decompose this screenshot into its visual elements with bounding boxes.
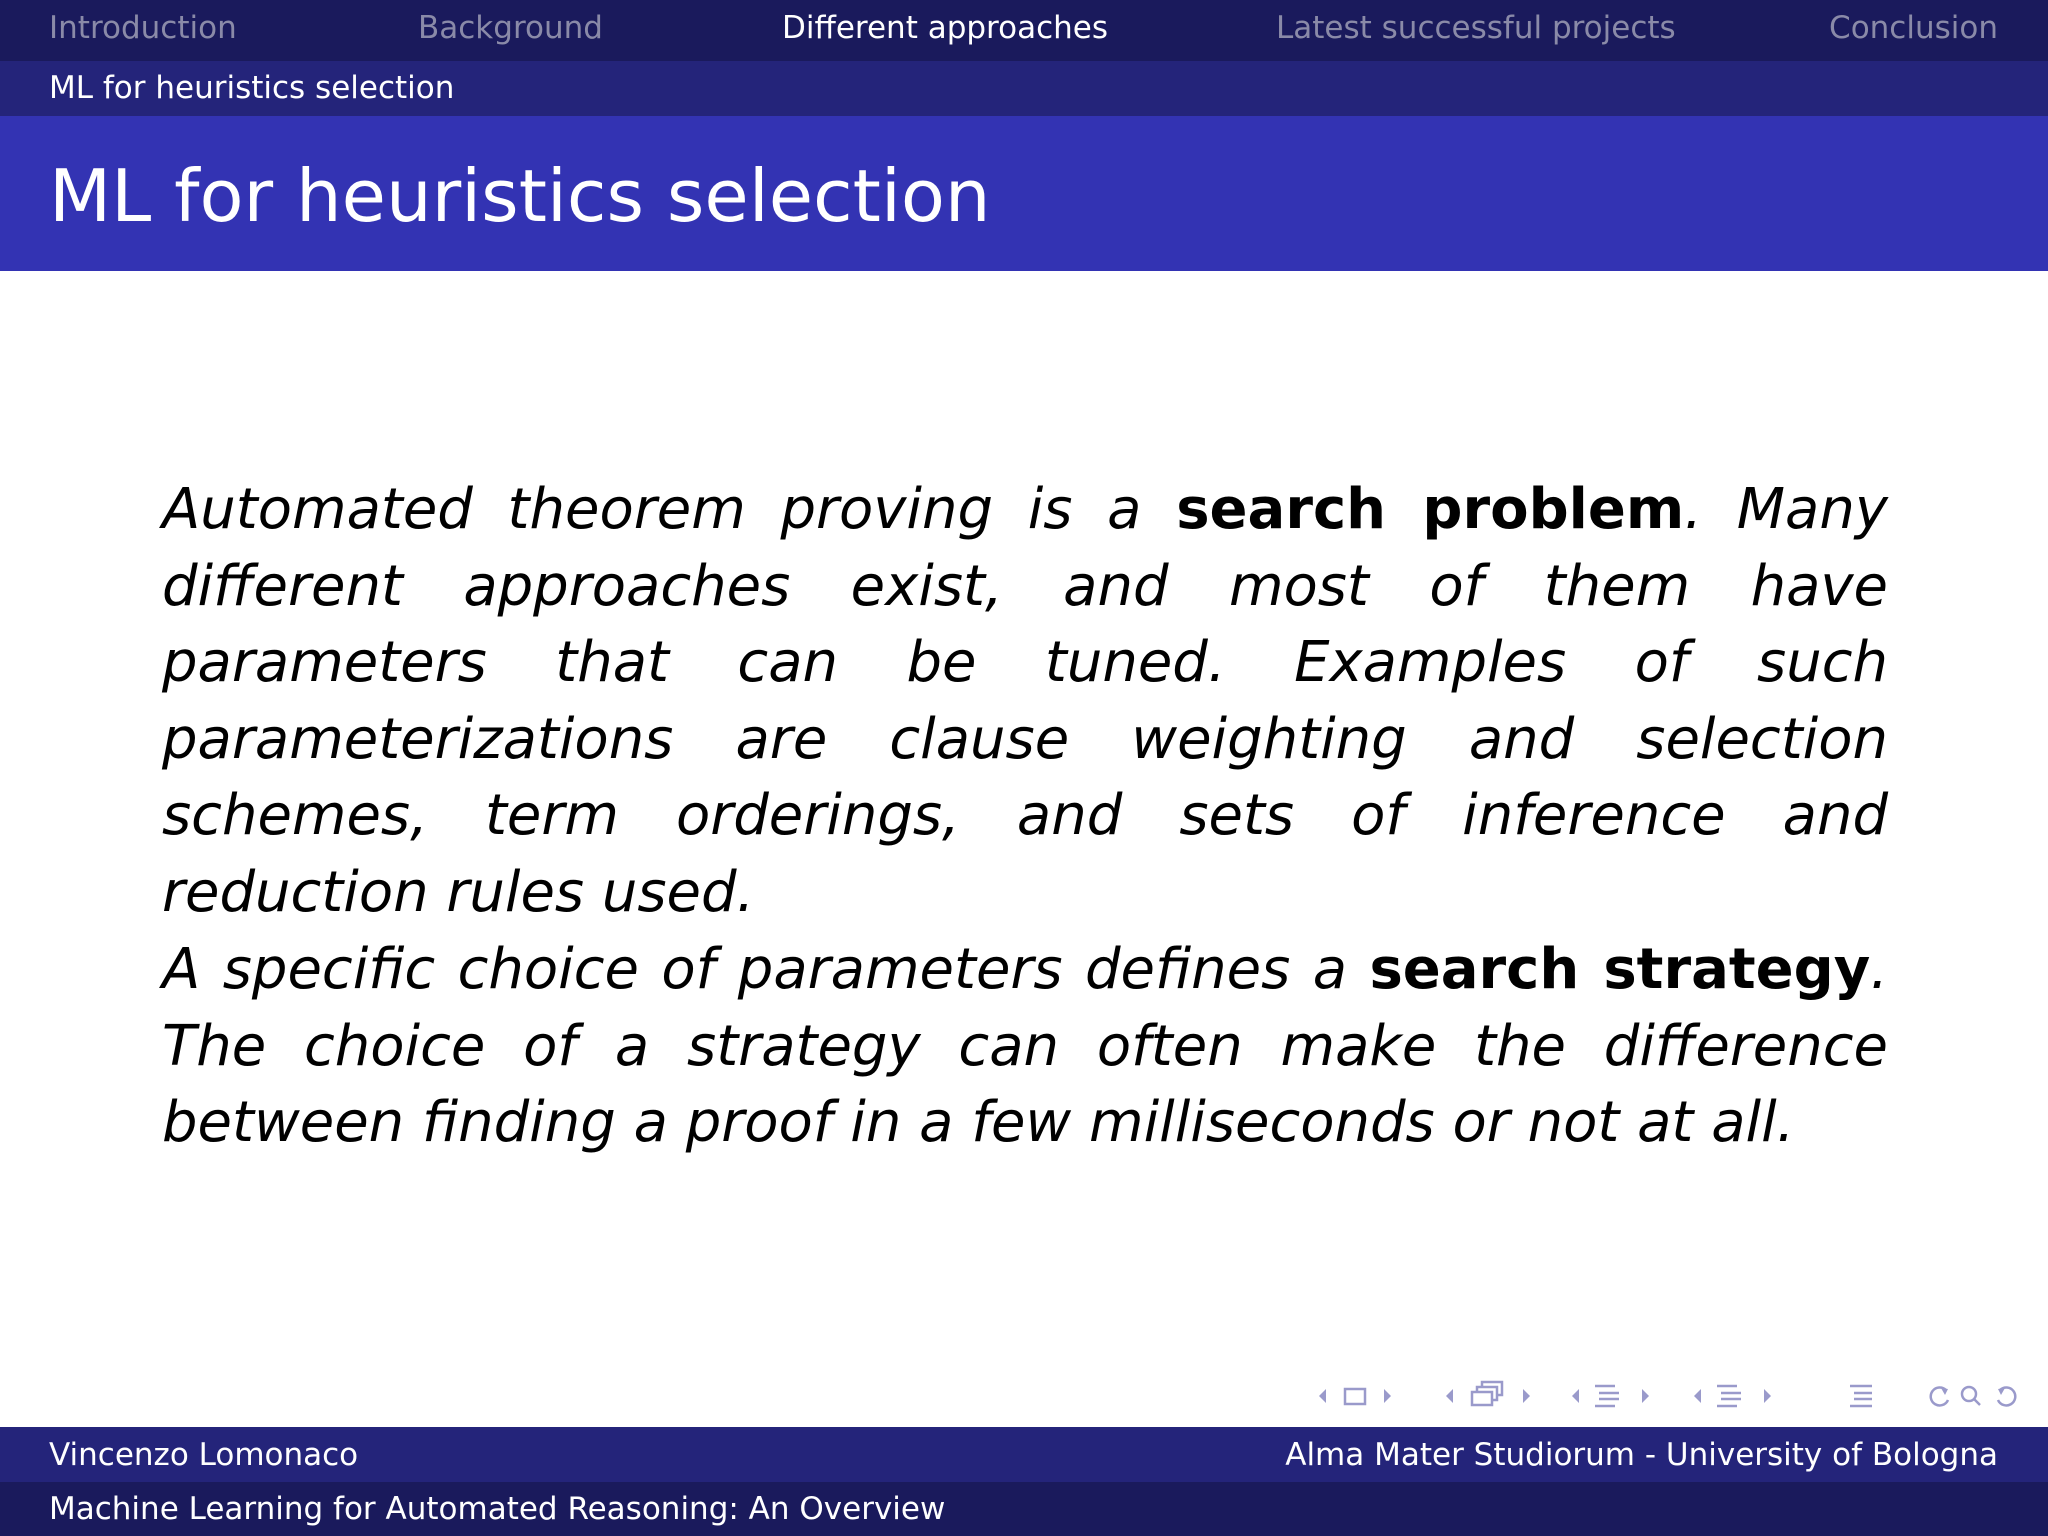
body-paragraph-1 [162, 472, 1888, 931]
nav-section-conclusion[interactable]: Conclusion [1829, 10, 1998, 46]
paragraph-2-text-start: A specific choice of parameters defines a [162, 937, 1370, 1002]
keyword-search-strategy: search strategy [1369, 937, 1871, 1002]
paragraph-2-text-end: . The choice of a strategy can often make the difference between finding a proof in a few milliseconds or not at all. [162, 937, 1889, 1155]
footer-title-bar [0, 1482, 2048, 1536]
footer-institute: Alma Mater Studiorum - University of Bologna [1285, 1437, 1998, 1473]
subsection-nav-icon[interactable] [1563, 1378, 1668, 1414]
footer-author: Vincenzo Lomonaco [49, 1437, 359, 1473]
paragraph-1-text-start: Automated theorem proving is a [162, 477, 1177, 542]
subsection-bar [0, 61, 2048, 116]
footer-talk-title: Machine Learning for Automated Reasoning: An Overview [49, 1491, 946, 1527]
paragraph-1-text-end: . Many different approaches exist, and most of them have parameters that can be tuned. Examples of such parameterizations are clause weighting and selection schemes, term orderings, and sets of inference and reduction rules used. [162, 477, 1888, 925]
keyword-search-problem: search problem [1176, 477, 1685, 542]
nav-section-background[interactable]: Background [418, 10, 603, 46]
nav-section-latest-successful-projects[interactable]: Latest successful projects [1276, 10, 1676, 46]
frame-nav-icon[interactable] [1437, 1378, 1547, 1414]
slide-title: ML for heuristics selection [49, 154, 991, 238]
slide-nav-icon[interactable] [1310, 1378, 1410, 1414]
frame-title-bar [0, 116, 2048, 271]
current-subsection[interactable]: ML for heuristics selection [49, 70, 455, 106]
section-navigation-bar [0, 0, 2048, 61]
nav-section-introduction[interactable]: Introduction [49, 10, 237, 46]
document-nav-icon[interactable] [1840, 1378, 1890, 1414]
footer-author-bar [0, 1427, 2048, 1482]
section-nav-icon[interactable] [1685, 1378, 1790, 1414]
beamer-navigation-symbols [1310, 1378, 2030, 1414]
search-back-forward-icon[interactable] [1922, 1378, 2030, 1414]
nav-section-different-approaches[interactable]: Different approaches [782, 10, 1108, 46]
body-paragraph-2 [162, 932, 1888, 1162]
